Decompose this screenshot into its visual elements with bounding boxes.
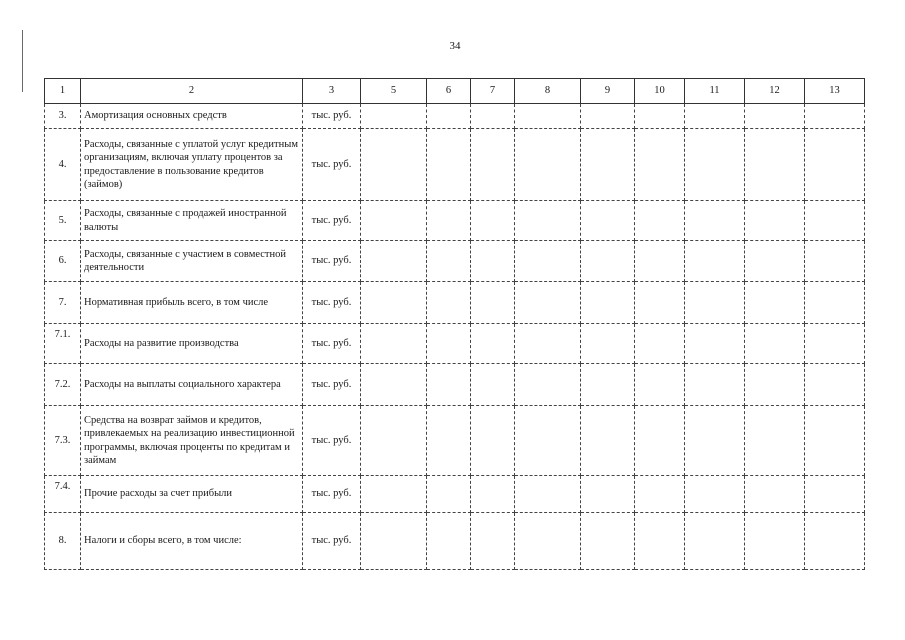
- table-cell: [685, 241, 745, 282]
- table-cell: [805, 324, 865, 364]
- column-header: 10: [635, 79, 685, 104]
- table-cell: [471, 406, 515, 476]
- column-header: 6: [427, 79, 471, 104]
- table-cell: [685, 104, 745, 129]
- header-row: [45, 79, 865, 104]
- table-cell: [581, 364, 635, 406]
- column-header: 3: [303, 79, 361, 104]
- row-name: Расходы на выплаты социального характера: [81, 364, 303, 406]
- table-cell: [805, 364, 865, 406]
- row-name: Расходы на развитие производства: [81, 324, 303, 364]
- table-cell: [635, 324, 685, 364]
- row-unit: тыс. руб.: [303, 241, 361, 282]
- table-cell: [685, 201, 745, 241]
- table-row: [45, 104, 865, 129]
- row-number: 6.: [45, 241, 81, 282]
- row-name: Средства на возврат займов и кредитов, привлекаемых на реализацию инвестиционной программы, включая проценты по кредитам и займам: [81, 406, 303, 476]
- table-cell: [581, 406, 635, 476]
- table-cell: [361, 513, 427, 570]
- table-cell: [745, 406, 805, 476]
- row-name: Налоги и сборы всего, в том числе:: [81, 513, 303, 570]
- table-cell: [805, 282, 865, 324]
- table-row: [45, 513, 865, 570]
- table-cell: [515, 476, 581, 513]
- table-cell: [471, 241, 515, 282]
- table-cell: [515, 364, 581, 406]
- table-cell: [515, 241, 581, 282]
- table-cell: [471, 201, 515, 241]
- table-cell: [361, 282, 427, 324]
- table-cell: [427, 513, 471, 570]
- table-cell: [635, 104, 685, 129]
- table-cell: [361, 406, 427, 476]
- table-row: [45, 364, 865, 406]
- table-cell: [581, 129, 635, 201]
- row-unit: тыс. руб.: [303, 104, 361, 129]
- table-cell: [805, 201, 865, 241]
- table-cell: [515, 129, 581, 201]
- table-row: [45, 406, 865, 476]
- table-cell: [685, 364, 745, 406]
- table-cell: [427, 129, 471, 201]
- column-header: 13: [805, 79, 865, 104]
- table-cell: [685, 324, 745, 364]
- column-header: 7: [471, 79, 515, 104]
- table-cell: [635, 129, 685, 201]
- table-row: [45, 324, 865, 364]
- table-cell: [471, 104, 515, 129]
- table-cell: [515, 282, 581, 324]
- table-cell: [805, 104, 865, 129]
- table-cell: [745, 513, 805, 570]
- row-number: 7.: [45, 282, 81, 324]
- table-cell: [805, 241, 865, 282]
- table-cell: [427, 104, 471, 129]
- table-cell: [361, 324, 427, 364]
- table-cell: [745, 364, 805, 406]
- table-cell: [685, 513, 745, 570]
- row-name: Прочие расходы за счет прибыли: [81, 476, 303, 513]
- table-cell: [515, 104, 581, 129]
- table-cell: [685, 406, 745, 476]
- row-unit: тыс. руб.: [303, 406, 361, 476]
- row-name: Расходы, связанные с продажей иностранной валюты: [81, 201, 303, 241]
- row-number: 7.2.: [45, 364, 81, 406]
- row-unit: тыс. руб.: [303, 129, 361, 201]
- table-cell: [515, 406, 581, 476]
- row-name: Нормативная прибыль всего, в том числе: [81, 282, 303, 324]
- table-cell: [635, 201, 685, 241]
- row-number: 3.: [45, 104, 81, 129]
- table-cell: [427, 201, 471, 241]
- table-cell: [805, 406, 865, 476]
- table-row: [45, 241, 865, 282]
- row-unit: тыс. руб.: [303, 364, 361, 406]
- row-unit: тыс. руб.: [303, 201, 361, 241]
- page-number: 34: [449, 40, 461, 52]
- column-header: 9: [581, 79, 635, 104]
- table-cell: [745, 282, 805, 324]
- table-cell: [515, 201, 581, 241]
- table-cell: [427, 476, 471, 513]
- table-cell: [427, 324, 471, 364]
- table-cell: [745, 129, 805, 201]
- table-cell: [361, 476, 427, 513]
- table-cell: [515, 513, 581, 570]
- row-number: 7.1.: [45, 324, 81, 364]
- table-cell: [471, 324, 515, 364]
- table-cell: [745, 241, 805, 282]
- row-unit: тыс. руб.: [303, 282, 361, 324]
- row-name: Расходы, связанные с уплатой услуг кредитным организациям, включая уплату процентов за предоставление в пользование кредитов (займов): [81, 129, 303, 201]
- row-unit: тыс. руб.: [303, 513, 361, 570]
- margin-mark: [22, 30, 23, 92]
- table-cell: [635, 282, 685, 324]
- row-number: 4.: [45, 129, 81, 201]
- table-cell: [471, 282, 515, 324]
- table-cell: [635, 476, 685, 513]
- table-cell: [745, 104, 805, 129]
- table-cell: [581, 513, 635, 570]
- table-cell: [427, 241, 471, 282]
- table-cell: [581, 324, 635, 364]
- row-number: 7.3.: [45, 406, 81, 476]
- table-cell: [685, 476, 745, 513]
- table-cell: [361, 364, 427, 406]
- table-cell: [427, 364, 471, 406]
- table-cell: [581, 201, 635, 241]
- table-cell: [471, 364, 515, 406]
- table-cell: [471, 513, 515, 570]
- table-cell: [471, 476, 515, 513]
- table-cell: [515, 324, 581, 364]
- column-header: 5: [361, 79, 427, 104]
- table-cell: [361, 104, 427, 129]
- report-table: [44, 78, 865, 570]
- row-number: 8.: [45, 513, 81, 570]
- table-cell: [745, 324, 805, 364]
- table-row: [45, 282, 865, 324]
- table-cell: [581, 241, 635, 282]
- column-header: 11: [685, 79, 745, 104]
- table-cell: [361, 129, 427, 201]
- row-number: 5.: [45, 201, 81, 241]
- table-cell: [581, 476, 635, 513]
- table-row: [45, 129, 865, 201]
- row-unit: тыс. руб.: [303, 476, 361, 513]
- table-cell: [471, 129, 515, 201]
- table-cell: [685, 282, 745, 324]
- table-cell: [361, 201, 427, 241]
- column-header: 2: [81, 79, 303, 104]
- row-name: Расходы, связанные с участием в совместной деятельности: [81, 241, 303, 282]
- table-cell: [745, 201, 805, 241]
- table-cell: [635, 364, 685, 406]
- row-number: 7.4.: [45, 476, 81, 513]
- table-cell: [635, 513, 685, 570]
- table-cell: [635, 241, 685, 282]
- table-cell: [685, 129, 745, 201]
- table-cell: [427, 406, 471, 476]
- row-name: Амортизация основных средств: [81, 104, 303, 129]
- table-cell: [581, 282, 635, 324]
- table-cell: [805, 513, 865, 570]
- column-header: 1: [45, 79, 81, 104]
- table-cell: [805, 476, 865, 513]
- table-cell: [361, 241, 427, 282]
- table-cell: [427, 282, 471, 324]
- table-cell: [581, 104, 635, 129]
- row-unit: тыс. руб.: [303, 324, 361, 364]
- table-row: [45, 201, 865, 241]
- table-cell: [745, 476, 805, 513]
- table-cell: [805, 129, 865, 201]
- column-header: 12: [745, 79, 805, 104]
- table-row: [45, 476, 865, 513]
- column-header: 8: [515, 79, 581, 104]
- table-cell: [635, 406, 685, 476]
